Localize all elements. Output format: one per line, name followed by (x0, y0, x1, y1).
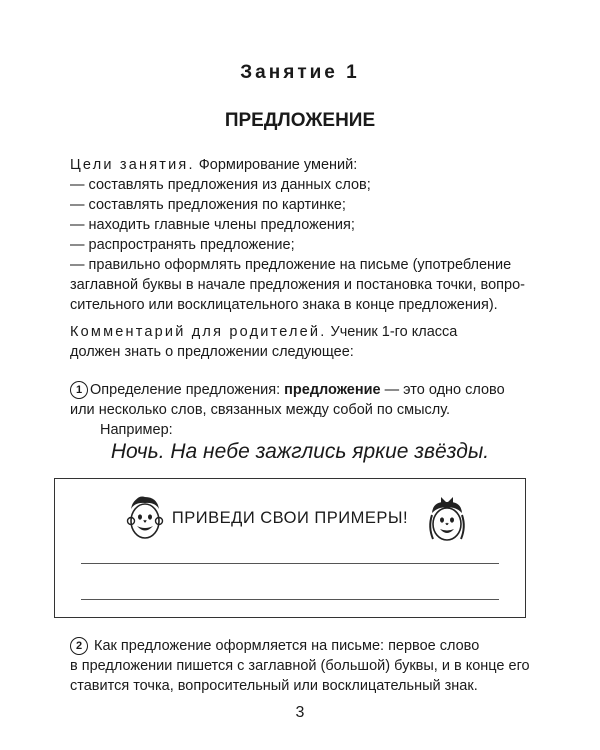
example-label: Например: (100, 422, 173, 438)
lesson-goals (70, 155, 540, 315)
number-one-badge: 1 (70, 381, 88, 399)
lesson-title: Занятие 1 (240, 62, 360, 83)
definition-line2: или несколько слов, связанных между собой по смыслу. (70, 402, 451, 418)
writing-line (81, 599, 499, 600)
goals-intro: Формирование умений: (194, 157, 358, 173)
topic-title: ПРЕДЛОЖЕНИЕ (224, 110, 376, 131)
rule-line2: в предложении пишется с заглавной (большой) буквы, и в конце его (70, 658, 530, 674)
comment-label: Комментарий для родителей. (70, 324, 327, 340)
goal-item: — распространять предложение; (70, 237, 295, 253)
goals-label: Цели занятия. (70, 157, 195, 173)
example-sentence: Ночь. На небе зажглись яркие звёзды. (110, 440, 490, 463)
rule-line3: ставится точка, вопросительный или восклицательный знак. (70, 678, 478, 694)
comment-text-line2: должен знать о предложении следующее: (70, 344, 354, 360)
goal-item: — составлять предложения из данных слов; (70, 177, 371, 193)
parent-comment (70, 322, 550, 362)
exercise-box (54, 478, 526, 618)
comment-text: Ученик 1-го класса (326, 324, 458, 340)
definition-prefix: Определение предложения: (90, 382, 285, 398)
rule-line1: Как предложение оформляется на письме: первое слово (90, 638, 480, 654)
goal-item: — составлять предложения по картинке; (70, 197, 346, 213)
goal-item: — находить главные члены предложения; (70, 217, 355, 233)
exercise-title: ПРИВЕДИ СВОИ ПРИМЕРЫ! (171, 509, 409, 527)
page-number: 3 (295, 704, 305, 721)
writing-line (81, 563, 499, 564)
goal-item-continuation: сительного или восклицательного знака в конце предложения). (70, 297, 498, 313)
definition-term: предложение (284, 382, 381, 398)
number-two-badge: 2 (70, 637, 88, 655)
goal-item: — правильно оформлять предложение на письме (употребление (70, 257, 512, 273)
goal-item-continuation: заглавной буквы в начале предложения и постановка точки, вопро- (70, 277, 525, 293)
definition-block (70, 380, 550, 440)
definition-suffix: — это одно слово (380, 382, 505, 398)
girl-face-icon (423, 493, 471, 547)
writing-rule (70, 636, 550, 696)
